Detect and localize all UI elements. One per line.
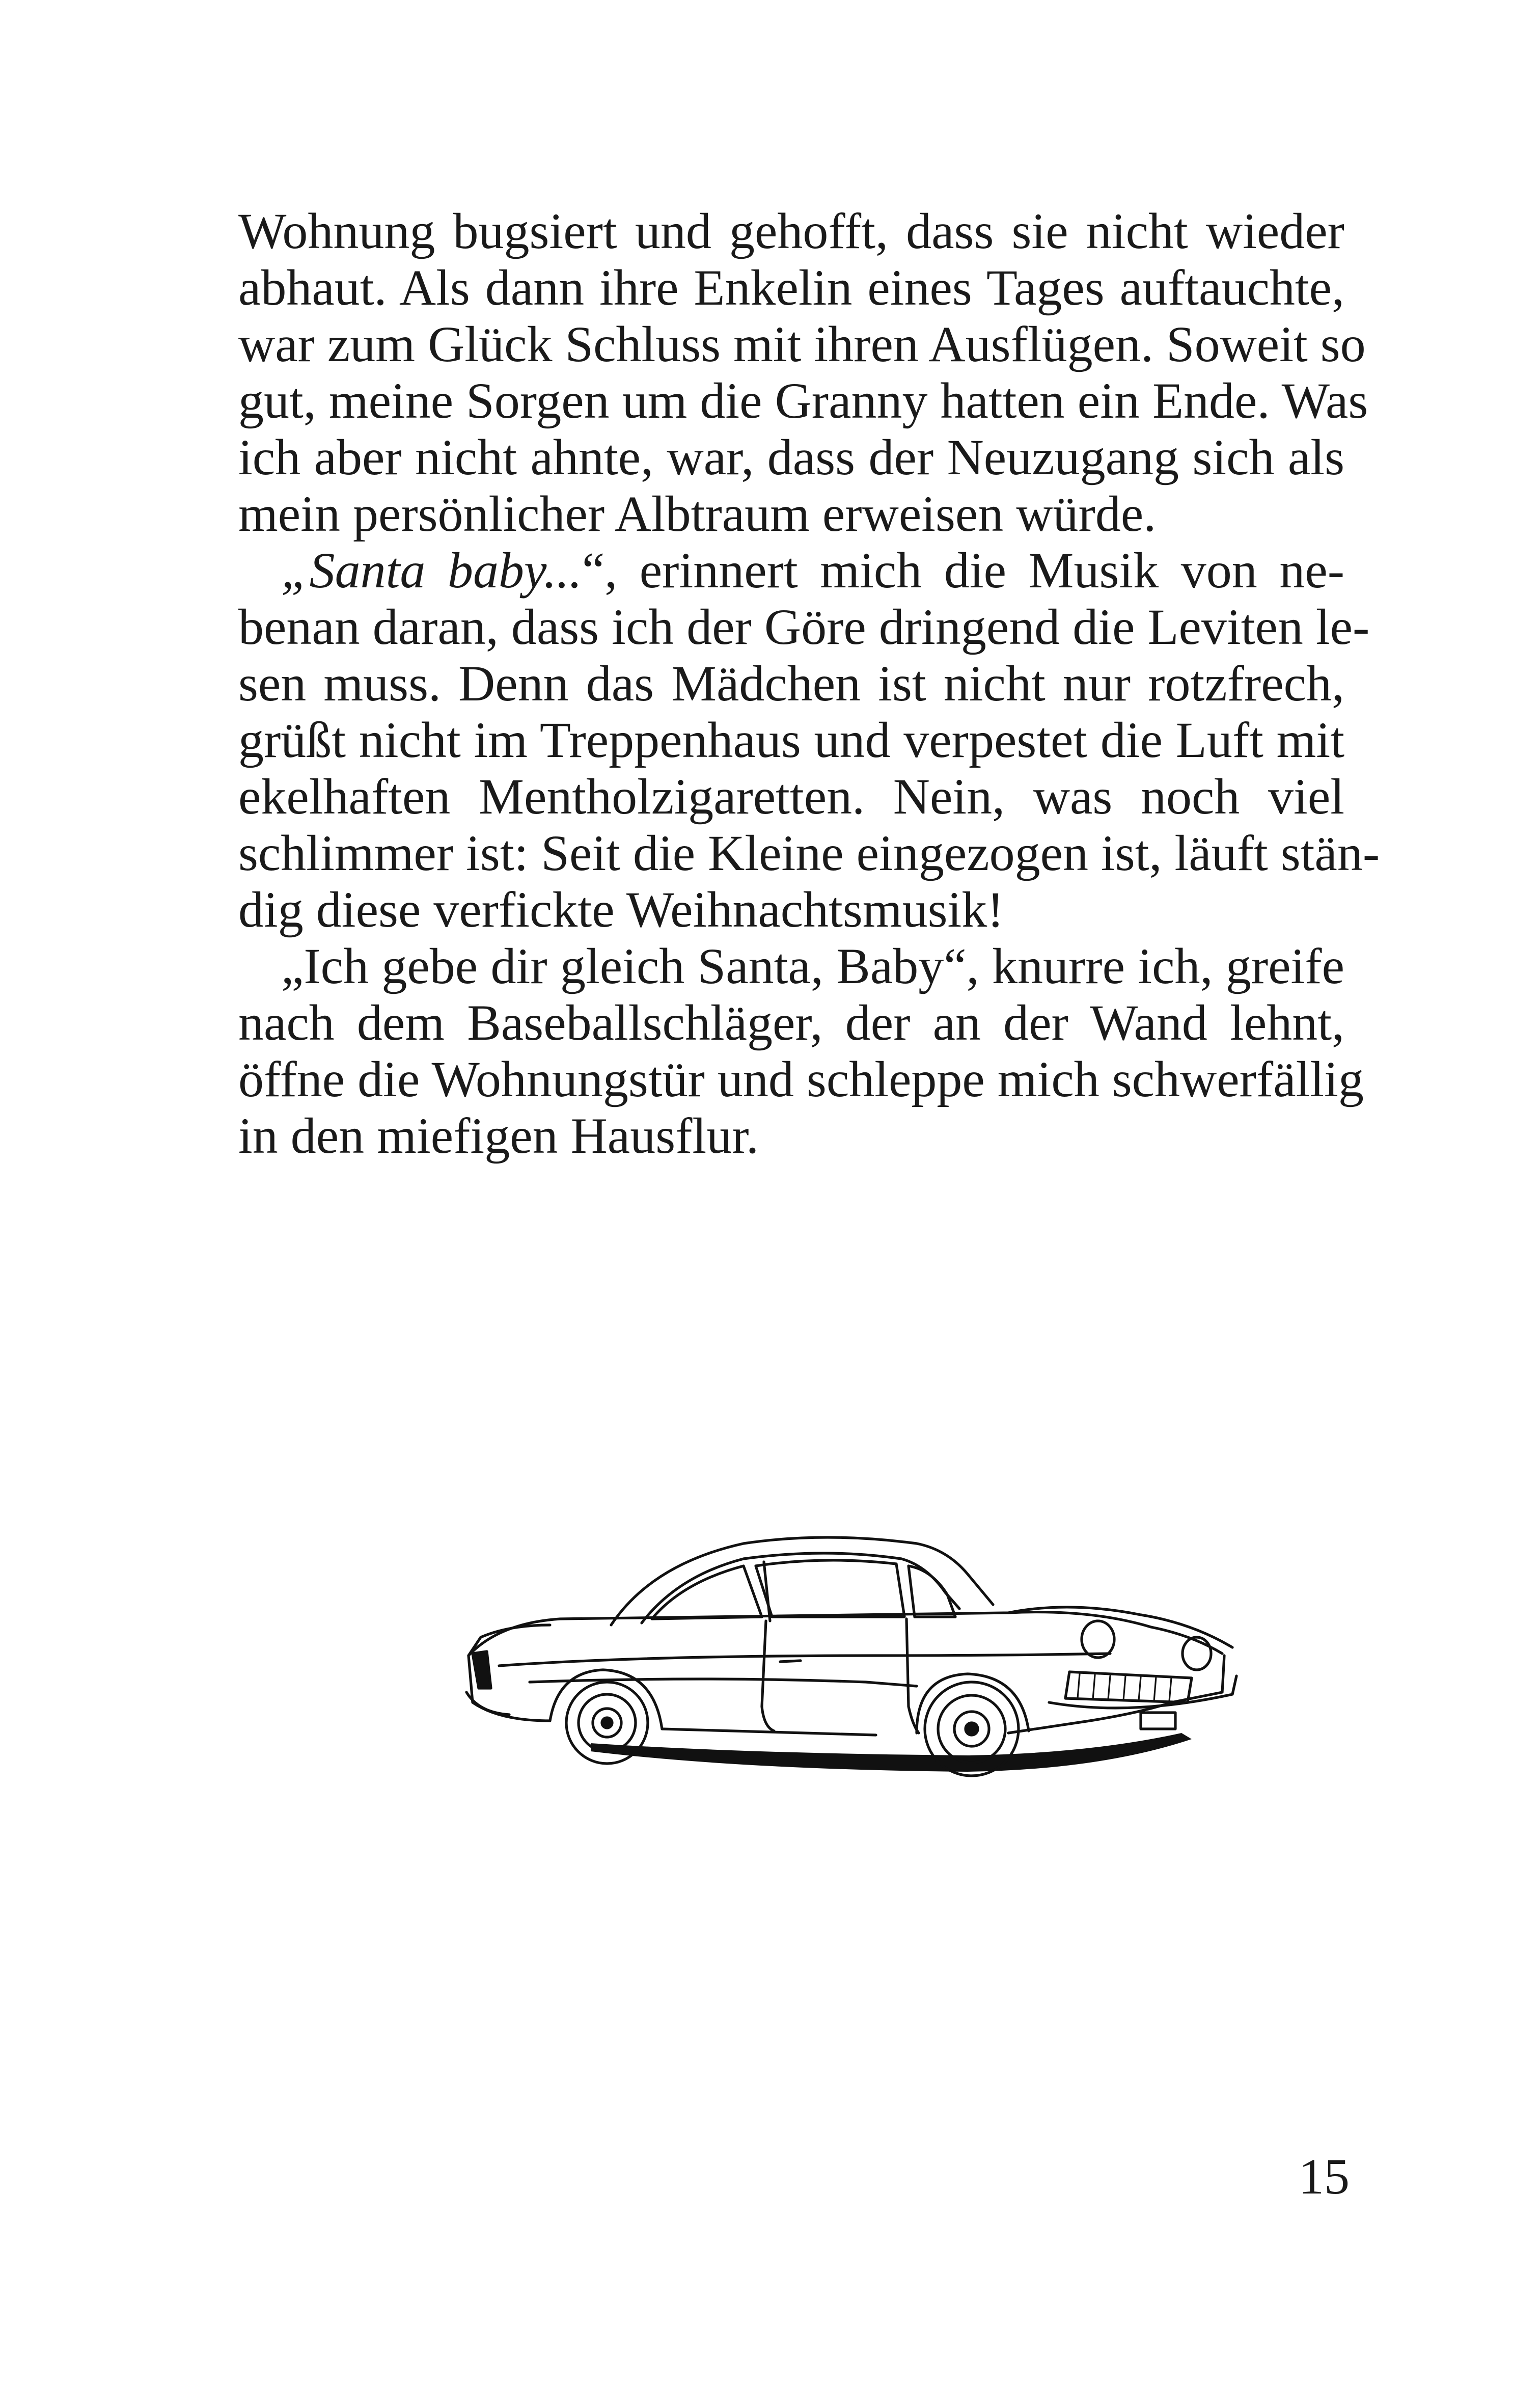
grille-lines	[1078, 1674, 1171, 1701]
grille	[1065, 1672, 1192, 1702]
text-line: grüßt nicht im Treppenhaus und verpestet die Luft mit	[238, 712, 1344, 768]
tail-fin	[469, 1625, 550, 1656]
paragraph-1	[238, 203, 1368, 542]
text-line: in den miefigen Hausflur.	[238, 1107, 759, 1164]
text-line: ich aber nicht ahnte, war, dass der Neuzugang sich als	[238, 429, 1344, 485]
body-bottom	[469, 1656, 1224, 1735]
body-text	[238, 203, 1380, 1164]
door-handle	[780, 1661, 801, 1662]
front-bumper	[1049, 1676, 1236, 1708]
side-window	[756, 1560, 904, 1617]
rear-window	[652, 1566, 762, 1619]
vintage-car-illustration	[438, 1503, 1273, 1788]
body-top	[469, 1612, 1222, 1656]
door	[762, 1619, 919, 1733]
song-title: „Santa baby...	[281, 542, 582, 599]
text-line: ekelhaften Mentholzigaretten. Nein, was noch viel	[238, 768, 1344, 825]
text-line: gut, meine Sorgen um die Granny hatten ein Ende. Was	[238, 372, 1368, 429]
front-window	[909, 1566, 955, 1617]
text-line: sen muss. Denn das Mädchen ist nicht nur rotzfrech,	[238, 655, 1344, 712]
text-line: schlimmer ist: Seit die Kleine eingezogen ist, läuft stän-	[238, 825, 1380, 881]
text-line: dig diese verfickte Weihnachtsmusik!	[238, 881, 1004, 938]
text-line	[238, 542, 1344, 599]
ground-shadow	[591, 1733, 1192, 1772]
page-number: 15	[1299, 2148, 1350, 2205]
text-line: benan daran, dass ich der Göre dringend die Leviten le-	[238, 599, 1370, 655]
text-line: war zum Glück Schluss mit ihren Ausflügen. Soweit so	[238, 316, 1366, 372]
text-line: öffne die Wohnungstür und schleppe mich schwerfällig	[238, 1051, 1364, 1107]
text-line: Wohnung bugsiert und gehofft, dass sie nicht wieder	[238, 203, 1344, 259]
text-line: mein persönlicher Albtraum erweisen würde.	[238, 485, 1157, 542]
license-plate	[1141, 1713, 1175, 1729]
paragraph-2	[238, 542, 1380, 938]
text-line: „Ich gebe dir gleich Santa, Baby“, knurre ich, greife	[281, 938, 1344, 994]
headlight-left	[1082, 1621, 1114, 1658]
text-span: “, erinnert mich die Musik von ne-	[582, 542, 1345, 599]
taillight	[473, 1651, 491, 1688]
paragraph-3	[238, 938, 1364, 1164]
side-molding	[499, 1654, 1110, 1666]
text-line: nach dem Baseballschläger, der an der Wand lehnt,	[238, 994, 1344, 1051]
text-line: abhaut. Als dann ihre Enkelin eines Tages auftauchte,	[238, 259, 1344, 316]
side-spear	[530, 1679, 917, 1686]
